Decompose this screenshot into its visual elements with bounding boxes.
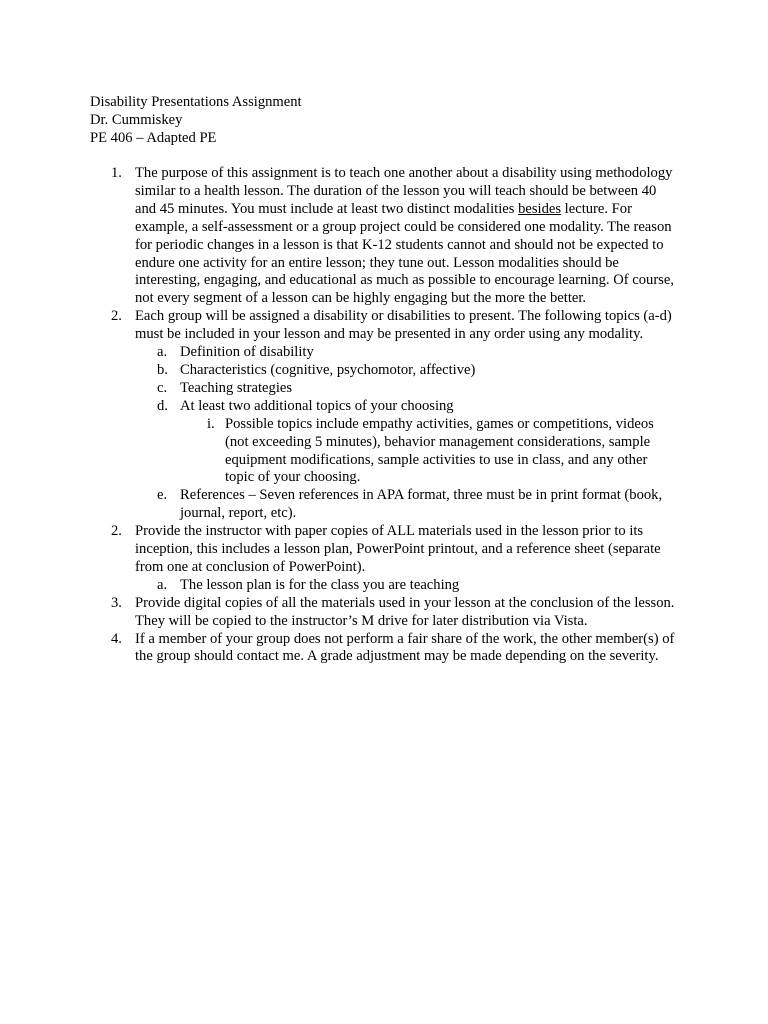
list-item-text: Each group will be assigned a disability or disabilities to present. The following topics (a-d) must be included in your lesson and may be presented in any order using any modality. [135, 308, 672, 343]
sub-list-text: References – Seven references in APA format, three must be in print format (book, journal, report, etc). [180, 487, 663, 522]
list-item [90, 308, 680, 523]
list-item-number: 2. [111, 523, 122, 540]
sub-list-item [135, 380, 680, 398]
sub-list-item [135, 344, 680, 362]
list-item-text: Provide the instructor with paper copies of ALL materials used in the lesson prior to its inception, this includes a lesson plan, PowerPoint printout, and a reference sheet (separate from one at conclusion of PowerPoint). [135, 523, 661, 575]
sub-list-item [135, 487, 680, 523]
sub-list-text: At least two additional topics of your choosing [180, 397, 454, 414]
list-item [90, 595, 680, 631]
list-item [90, 523, 680, 595]
sub-list-letter: b. [157, 361, 168, 378]
sub-list-letter: a. [157, 344, 168, 361]
list-item-number: 1. [111, 165, 122, 181]
assignment-instructions-list [90, 165, 680, 666]
course-name: PE 406 – Adapted PE [90, 129, 217, 146]
sub-list-text: The lesson plan is for the class you are teaching [180, 576, 460, 593]
sub-list-letter: d. [157, 397, 168, 414]
sub-list-letter: a. [157, 576, 168, 593]
list-item-number: 3. [111, 594, 122, 611]
underlined-word: besides [518, 200, 562, 217]
sub-list-text: Characteristics (cognitive, psychomotor, affective) [180, 361, 476, 378]
sub-list-item [135, 577, 680, 595]
list-item [90, 165, 680, 308]
sub-sub-list-item [180, 416, 680, 488]
list-item-text: The purpose of this assignment is to teach one another about a disability using methodology similar to a health lesson. The duration of the lesson you will teach should be between 40 and 45 minutes. You must include at least two distinct modalities besides lecture. For example, a self-assessment or a group project could be considered one modality. The reason for periodic changes in a lesson is that K-12 students cannot and should not be expected to endure one activity for an entire lesson; they tune out. Lesson modalities should be interesting, engaging, and educational as much as possible to encourage learning. Of course, not every segment of a lesson can be highly engaging but the more the better. [135, 165, 674, 307]
sub-list-text: Definition of disability [180, 344, 314, 361]
list-item-text: If a member of your group does not perform a fair share of the work, the other member(s) of the group should contact me. A grade adjustment may be made depending on the severity. [135, 630, 675, 665]
sub-sub-list-numeral: i. [207, 415, 215, 432]
sub-list-item [135, 398, 680, 488]
list-item-number: 2. [111, 308, 122, 325]
instructor-name: Dr. Cummiskey [90, 111, 183, 128]
sub-list-letter: c. [157, 379, 168, 396]
sub-list-text: Teaching strategies [180, 379, 293, 396]
list-item-number: 4. [111, 630, 122, 647]
sub-list-item [135, 362, 680, 380]
assignment-title: Disability Presentations Assignment [90, 94, 302, 110]
sub-list-letter: e. [157, 487, 168, 504]
sub-sub-list-text: Possible topics include empathy activities, games or competitions, videos (not exceeding 5 minutes), behavior management considerations, sample equipment modifications, sample activities to use in class, and any other topic of your choosing. [225, 415, 654, 486]
list-item [90, 631, 680, 667]
document-header [90, 94, 690, 148]
list-item-text: Provide digital copies of all the materials used in your lesson at the conclusion of the lesson. They will be copied to the instructor’s M drive for later distribution via Vista. [135, 594, 675, 629]
